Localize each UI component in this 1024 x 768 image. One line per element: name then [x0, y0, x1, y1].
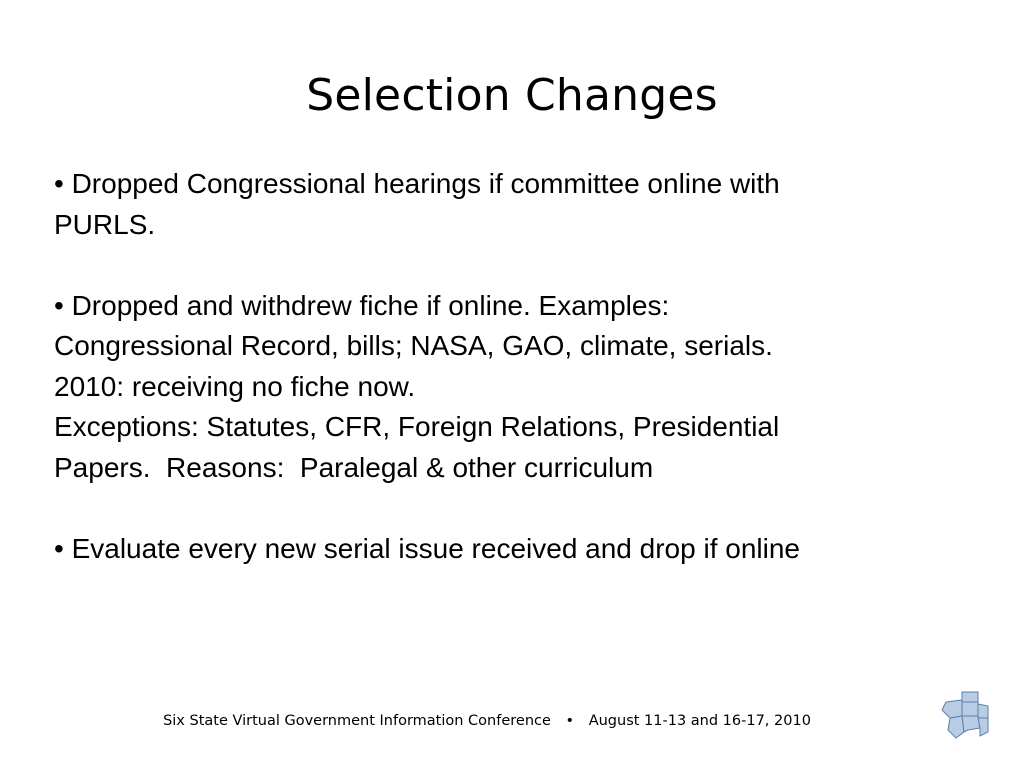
- slide-title: Selection Changes: [306, 70, 718, 121]
- bullet-1-line-1: • Dropped Congressional hearings if committee online with: [54, 168, 780, 199]
- paragraph-gap: [54, 245, 984, 286]
- bullet-3-line-1: • Evaluate every new serial issue received and drop if online: [54, 532, 800, 564]
- paragraph-gap: [54, 488, 984, 529]
- bullet-2-line-2: Congressional Record, bills; NASA, GAO, climate, serials.: [54, 330, 773, 361]
- six-state-map-logo-icon: [938, 690, 992, 742]
- footer-dates: August 11-13 and 16-17, 2010: [588, 713, 811, 729]
- bullet-2-line-5: Papers. Reasons: Paralegal & other curriculum: [54, 451, 654, 483]
- slide-footer: [0, 709, 974, 733]
- bullet-2-line-4: Exceptions: Statutes, CFR, Foreign Relations, Presidential: [54, 411, 780, 442]
- bullet-2-line-3: 2010: receiving no fiche now.: [54, 370, 416, 402]
- footer-conference: Six State Virtual Government Information Conference: [163, 713, 551, 729]
- footer-separator: •: [565, 713, 575, 729]
- bullet-2-line-1: • Dropped and withdrew fiche if online. Examples:: [54, 289, 670, 321]
- slide-body: [54, 164, 984, 569]
- bullet-1-line-2: PURLS.: [54, 208, 156, 240]
